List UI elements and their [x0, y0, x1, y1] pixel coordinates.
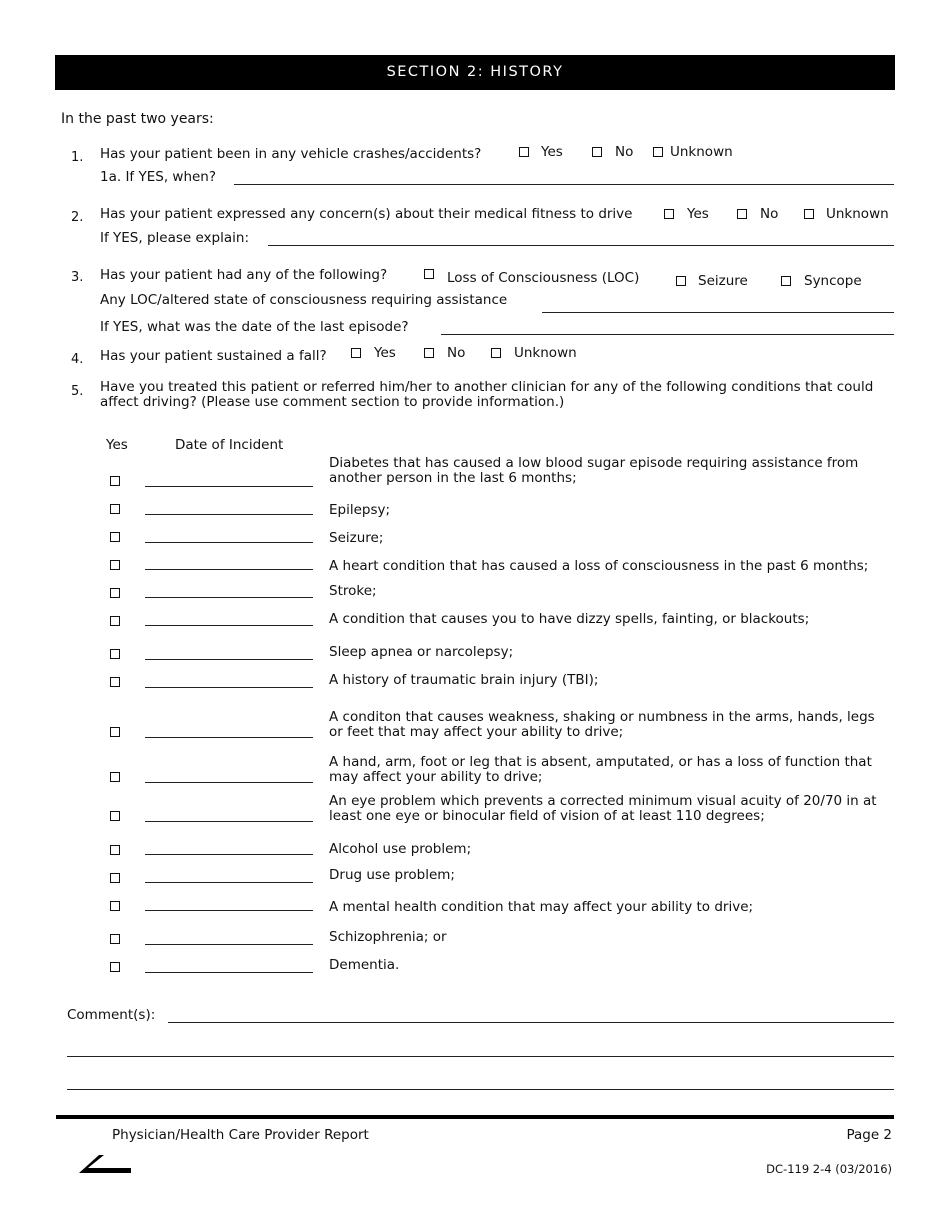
condition-tbi-label: A history of traumatic brain injury (TBI); — [329, 672, 599, 688]
q2-no-checkbox[interactable] — [737, 209, 747, 219]
q2-explain-line[interactable] — [268, 245, 894, 246]
q4-no-label: No — [447, 345, 466, 361]
condition-weakness-checkbox[interactable] — [110, 727, 120, 737]
comments-line-3[interactable] — [67, 1089, 894, 1090]
q2-explain-text: If YES, please explain: — [100, 230, 249, 246]
agency-logo-icon — [77, 1147, 133, 1175]
condition-heart-date-line[interactable] — [145, 569, 313, 570]
comments-label: Comment(s): — [67, 1007, 156, 1023]
condition-seizure-label: Seizure; — [329, 530, 384, 546]
q5-text: Have you treated this patient or referred him/her to another clinician for any of the following conditions that could affect driving? (Please use comment section to provide information.) — [100, 379, 874, 410]
condition-heart-checkbox[interactable] — [110, 560, 120, 570]
q1-no-checkbox[interactable] — [592, 147, 602, 157]
q4-yes-label: Yes — [374, 345, 396, 361]
condition-limb-label: A hand, arm, foot or leg that is absent, amputated, or has a loss of function that may affect your ability to drive; — [329, 754, 872, 785]
conditions-date-header: Date of Incident — [175, 437, 284, 453]
question-number: 4. — [71, 352, 84, 367]
q1-yes-label: Yes — [541, 144, 563, 160]
footer-rule — [56, 1115, 894, 1119]
comments-line-1[interactable] — [168, 1022, 894, 1023]
condition-dementia-date-line[interactable] — [145, 972, 313, 973]
q3-syncope-label: Syncope — [804, 273, 862, 289]
q3-seizure-checkbox[interactable] — [676, 276, 686, 286]
footer-form-id: DC-119 2-4 (03/2016) — [766, 1162, 892, 1176]
question-number: 5. — [71, 384, 84, 399]
condition-weakness-label: A conditon that causes weakness, shaking or numbness in the arms, hands, legs or feet that may affect your ability to drive; — [329, 709, 875, 740]
condition-weakness-date-line[interactable] — [145, 737, 313, 738]
condition-stroke-date-line[interactable] — [145, 597, 313, 598]
q3-seizure-label: Seizure — [698, 273, 748, 289]
condition-epilepsy-label: Epilepsy; — [329, 502, 391, 518]
q3-date-line[interactable] — [441, 334, 894, 335]
condition-eye-date-line[interactable] — [145, 821, 313, 822]
condition-epilepsy-checkbox[interactable] — [110, 504, 120, 514]
condition-alcohol-checkbox[interactable] — [110, 845, 120, 855]
condition-diabetes-checkbox[interactable] — [110, 476, 120, 486]
q3-syncope-checkbox[interactable] — [781, 276, 791, 286]
comments-line-2[interactable] — [67, 1056, 894, 1057]
condition-mental-health-checkbox[interactable] — [110, 901, 120, 911]
condition-stroke-checkbox[interactable] — [110, 588, 120, 598]
condition-tbi-checkbox[interactable] — [110, 677, 120, 687]
condition-tbi-date-line[interactable] — [145, 687, 313, 688]
q2-no-label: No — [760, 206, 779, 222]
condition-drug-date-line[interactable] — [145, 882, 313, 883]
footer-page-number: Page 2 — [846, 1127, 892, 1143]
condition-dizzy-date-line[interactable] — [145, 625, 313, 626]
section-header: SECTION 2: HISTORY — [55, 55, 895, 90]
condition-seizure-checkbox[interactable] — [110, 532, 120, 542]
q2-text: Has your patient expressed any concern(s) about their medical fitness to drive — [100, 206, 633, 222]
condition-epilepsy-date-line[interactable] — [145, 514, 313, 515]
condition-schizophrenia-label: Schizophrenia; or — [329, 929, 447, 945]
q4-text: Has your patient sustained a fall? — [100, 348, 327, 364]
q1-no-label: No — [615, 144, 634, 160]
condition-limb-checkbox[interactable] — [110, 772, 120, 782]
q2-unknown-checkbox[interactable] — [804, 209, 814, 219]
condition-dizzy-label: A condition that causes you to have dizzy spells, fainting, or blackouts; — [329, 611, 810, 627]
condition-dementia-checkbox[interactable] — [110, 962, 120, 972]
condition-eye-label: An eye problem which prevents a corrected minimum visual acuity of 20/70 in at least one eye or binocular field of vision of at least 110 degrees; — [329, 793, 877, 824]
condition-schizophrenia-checkbox[interactable] — [110, 934, 120, 944]
condition-seizure-date-line[interactable] — [145, 542, 313, 543]
q1-unknown-checkbox[interactable] — [653, 147, 663, 157]
q4-yes-checkbox[interactable] — [351, 348, 361, 358]
condition-mental-health-label: A mental health condition that may affect your ability to drive; — [329, 899, 754, 915]
q3-date-text: If YES, what was the date of the last episode? — [100, 319, 409, 335]
condition-sleep-apnea-date-line[interactable] — [145, 659, 313, 660]
q3-loc-assist-text: Any LOC/altered state of consciousness requiring assistance — [100, 292, 508, 308]
condition-drug-label: Drug use problem; — [329, 867, 455, 883]
q3-loc-assist-line[interactable] — [542, 312, 894, 313]
condition-stroke-label: Stroke; — [329, 583, 377, 599]
q4-unknown-checkbox[interactable] — [491, 348, 501, 358]
q4-unknown-label: Unknown — [514, 345, 577, 361]
q3-loc-label: Loss of Consciousness (LOC) — [447, 270, 640, 286]
q1a-text: 1a. If YES, when? — [100, 169, 217, 185]
condition-alcohol-label: Alcohol use problem; — [329, 841, 472, 857]
condition-eye-checkbox[interactable] — [110, 811, 120, 821]
q4-no-checkbox[interactable] — [424, 348, 434, 358]
q2-unknown-label: Unknown — [826, 206, 889, 222]
q3-text: Has your patient had any of the following? — [100, 267, 388, 283]
conditions-yes-header: Yes — [106, 437, 128, 453]
condition-schizophrenia-date-line[interactable] — [145, 944, 313, 945]
condition-mental-health-date-line[interactable] — [145, 910, 313, 911]
q1a-answer-line[interactable] — [234, 184, 894, 185]
question-number: 3. — [71, 270, 84, 285]
intro-text: In the past two years: — [61, 111, 214, 127]
condition-sleep-apnea-label: Sleep apnea or narcolepsy; — [329, 644, 514, 660]
q2-yes-label: Yes — [687, 206, 709, 222]
condition-dementia-label: Dementia. — [329, 957, 400, 973]
q1-yes-checkbox[interactable] — [519, 147, 529, 157]
q1-text: Has your patient been in any vehicle crashes/accidents? — [100, 146, 482, 162]
q3-loc-checkbox[interactable] — [424, 269, 434, 279]
condition-limb-date-line[interactable] — [145, 782, 313, 783]
condition-diabetes-date-line[interactable] — [145, 486, 313, 487]
condition-sleep-apnea-checkbox[interactable] — [110, 649, 120, 659]
question-number: 1. — [71, 150, 84, 165]
q2-yes-checkbox[interactable] — [664, 209, 674, 219]
condition-alcohol-date-line[interactable] — [145, 854, 313, 855]
condition-heart-label: A heart condition that has caused a loss of consciousness in the past 6 months; — [329, 558, 869, 574]
condition-diabetes-label: Diabetes that has caused a low blood sugar episode requiring assistance from another person in the last 6 months; — [329, 455, 859, 486]
question-number: 2. — [71, 210, 84, 225]
condition-drug-checkbox[interactable] — [110, 873, 120, 883]
footer-report-title: Physician/Health Care Provider Report — [112, 1127, 369, 1143]
condition-dizzy-checkbox[interactable] — [110, 616, 120, 626]
q1-unknown-label: Unknown — [670, 144, 733, 160]
